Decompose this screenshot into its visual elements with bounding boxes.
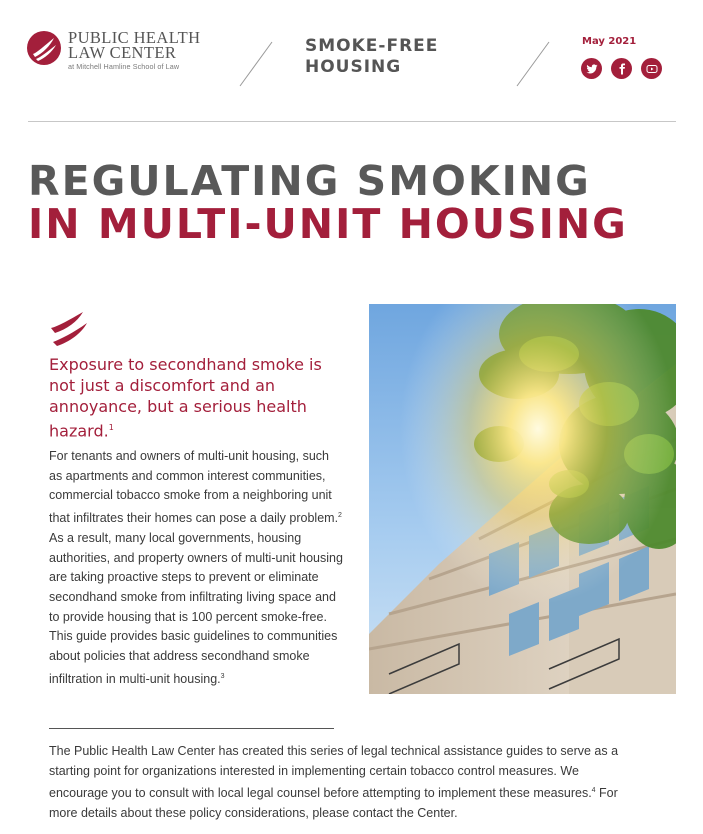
logo [26,30,200,71]
topic-label [305,36,438,78]
body-text-part-1: For tenants and owners of multi-unit housing, such as apartments and common interest communities, commercial tobacco smoke from a neighboring unit that infiltrates their homes can pose a daily problem. [49,449,339,526]
title-line-1: REGULATING SMOKING [28,157,591,205]
facebook-icon[interactable] [611,58,632,79]
footnote-divider [49,728,334,729]
logo-line-2: LAW CENTER [68,43,177,62]
swoosh-icon [49,312,89,348]
building-photo [369,304,676,694]
logo-subline: at Mitchell Hamline School of Law [68,62,180,71]
youtube-icon[interactable] [641,58,662,79]
twitter-icon[interactable] [581,58,602,79]
body-paragraph [49,447,344,690]
footnote-ref[interactable]: 1 [108,423,114,432]
footnote-ref[interactable]: 2 [338,512,342,520]
title-line-2: IN MULTI-UNIT HOUSING [28,200,628,248]
footnote-ref[interactable]: 4 [591,787,596,795]
social-links [581,58,662,79]
header-divider-right [515,40,551,88]
publication-date: May 2021 [582,36,637,47]
logo-mark-icon [26,30,62,66]
disclaimer-part-2: For more details about these policy considerations, please contact the Center. [49,786,618,820]
logo-line-1: PUBLIC HEALTH [68,28,201,47]
lead-text: Exposure to secondhand smoke is not just a discomfort and an annoyance, but a serious health hazard. [49,355,322,441]
body-text-part-2: As a result, many local governments, housing authorities, and property owners of multi-unit housing are taking proactive steps to prevent or eliminate secondhand smoke from infiltrating living space and to provide housing that is 100 percent smoke-free. This guide provides basic guidelines to communities about policies that address secondhand smoke infiltration in multi-unit housing. [49,530,343,687]
disclaimer-paragraph [49,742,619,824]
header-divider-left [238,40,274,88]
lead-paragraph [49,354,339,441]
topic-line-2: HOUSING [305,57,402,77]
page-title [28,157,628,248]
header-rule [28,121,676,122]
footnote-ref[interactable]: 3 [220,672,225,680]
topic-line-1: SMOKE-FREE [305,36,439,56]
disclaimer-part-1: The Public Health Law Center has created this series of legal technical assistance guides to serve as a starting point for organizations interested in implementing certain tobacco control measures. We encourage you to consult with local legal counsel before attempting to implement these measures. [49,744,619,801]
